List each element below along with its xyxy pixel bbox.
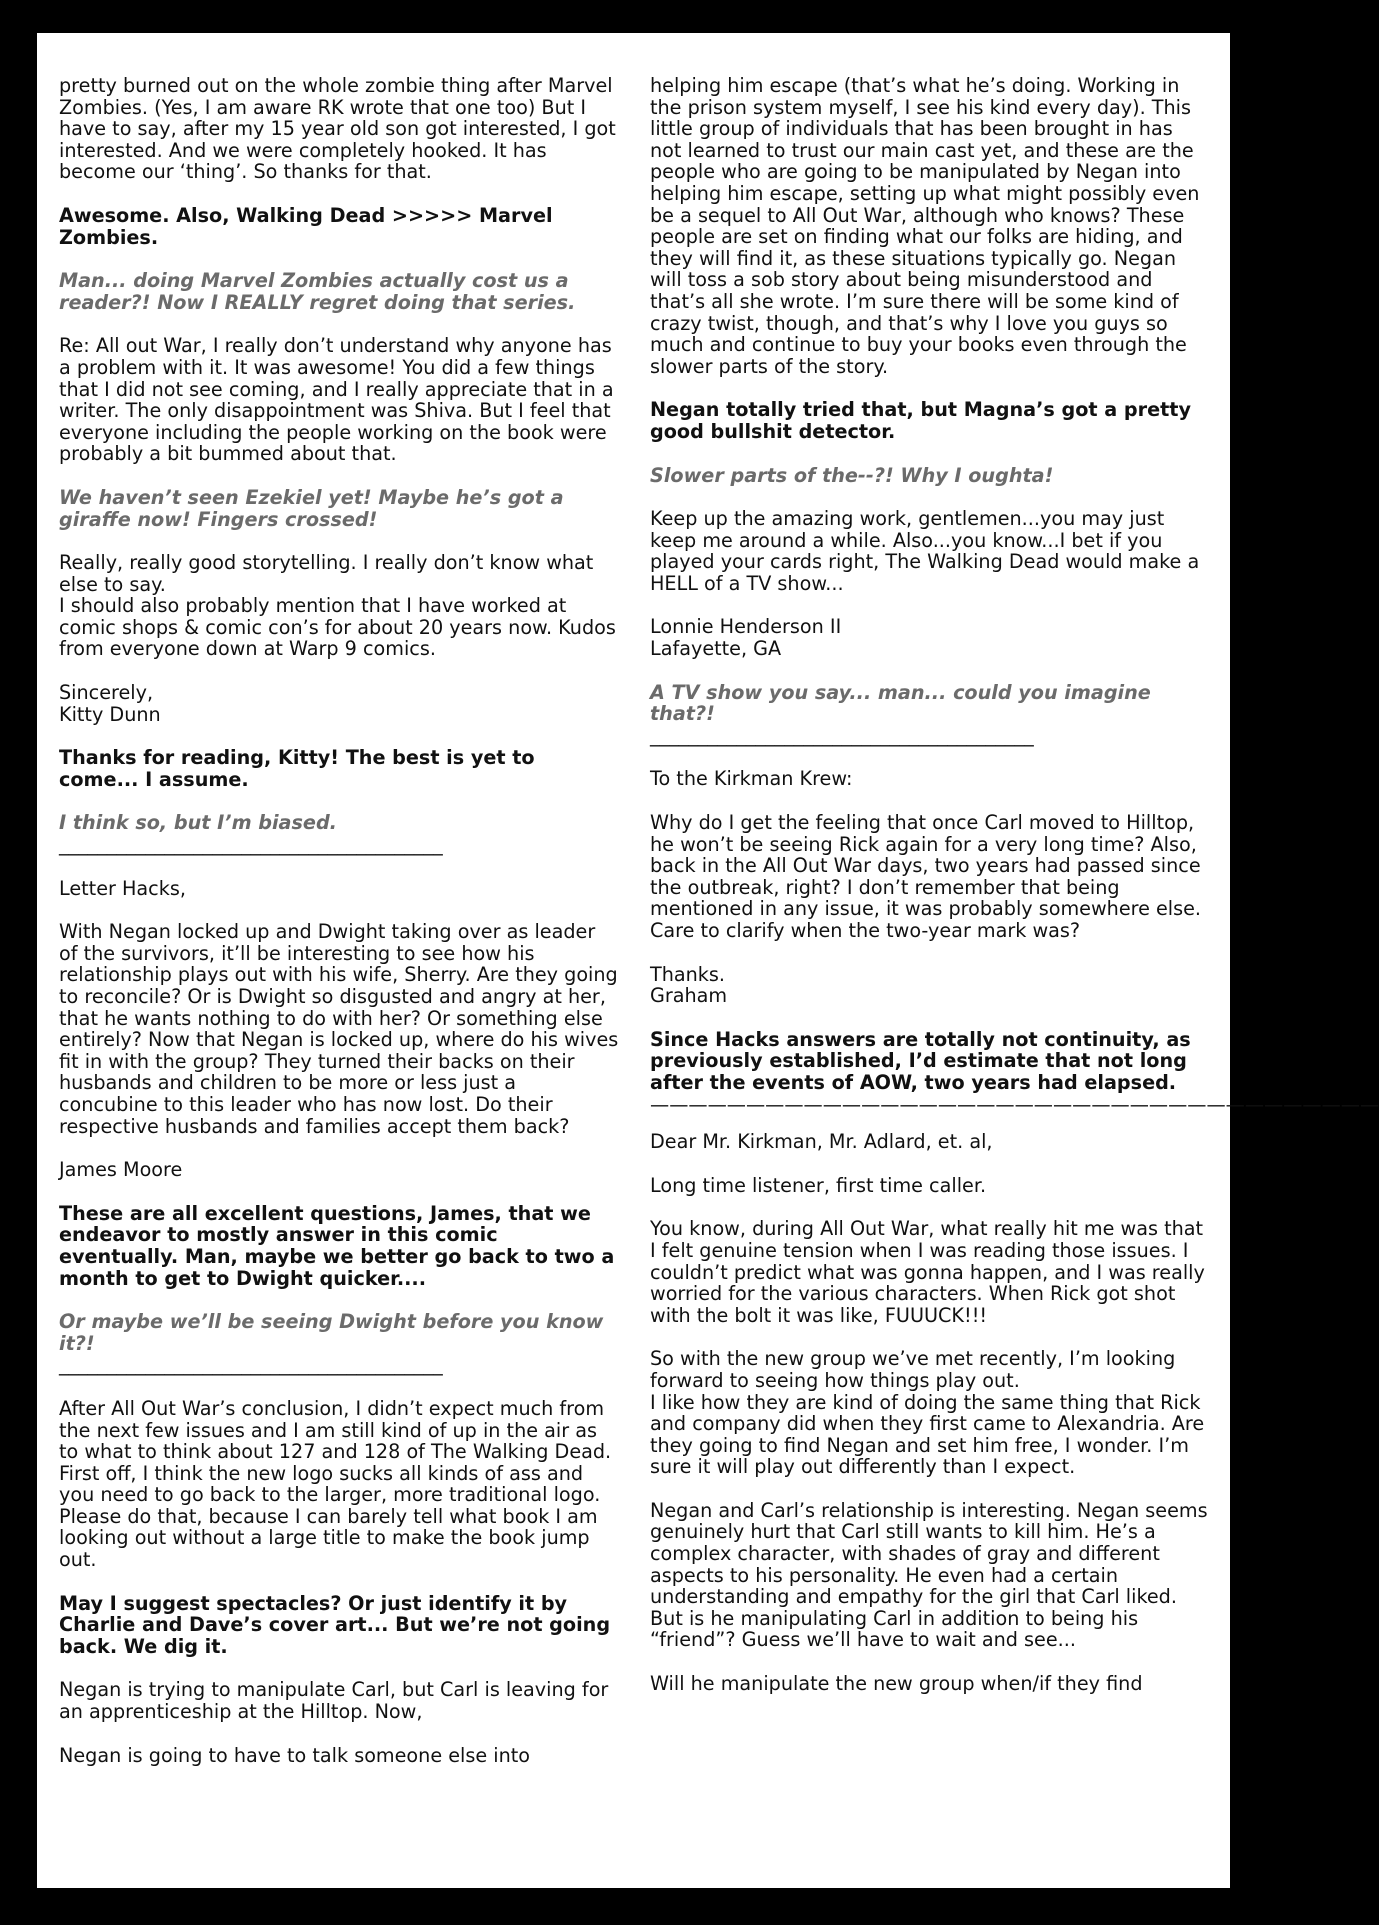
editor-response: May I suggest spectacles? Or just identify it by Charlie and Dave’s cover art... But we’re not going back. We dig it. xyxy=(59,1591,611,1658)
letter-text: Negan is going to have to talk someone else into xyxy=(59,1743,531,1767)
letter-text: So with the new group we’ve met recently, I’m looking forward to seeing how things play out. I like how they are kind of doing the same thing that Rick and company did when they first came to Alexandria. Are they going to find Negan and set him free, I wonder. I’m sure it will play out differently than I expect. xyxy=(650,1347,1205,1479)
editor-response: Thanks for reading, Kitty! The best is yet to come... I assume. xyxy=(59,746,535,791)
editor-response: Negan totally tried that, but Magna’s got a pretty good bullshit detector. xyxy=(650,398,1191,443)
editor-response-italic: A TV show you say... man... could you imagine that?! xyxy=(650,680,1151,726)
letter-text: Negan is trying to manipulate Carl, but Carl is leaving for an apprenticeship at the Hilltop. Now, xyxy=(59,1678,609,1724)
letters-page xyxy=(37,33,1379,1888)
letter-signature: Sincerely, Kitty Dunn xyxy=(59,681,161,726)
right-column xyxy=(650,74,1379,1696)
editor-response: Awesome. Also, Walking Dead >>>>> Marvel Zombies. xyxy=(59,203,553,249)
letter-salutation: Letter Hacks, xyxy=(59,876,186,900)
letter-text: After All Out War’s conclusion, I didn’t expect much from the next few issues and I am still kind of up in the air as to what to think about 127 and 128 of The Walking Dead. First off, I think the new logo sucks all kinds of ass and you need to go back to the larger, more traditional logo. Please do that, because I can barely tell what book I am looking out without a large title to make the book jump out. xyxy=(59,1396,612,1572)
section-divider: ________________________________________ xyxy=(59,1353,443,1377)
editor-response-italic: Slower parts of the--?! Why I oughta! xyxy=(650,463,1054,487)
left-column xyxy=(59,75,619,1766)
letter-text: Really, really good storytelling. I really don’t know what else to say. I should also probably mention that I have worked at comic shops & comic con’s for about 20 years now. Kudos from everyone down at Warp 9 comics. xyxy=(59,551,616,661)
editor-response-italic: Or maybe we’ll be seeing Dwight before you know it?! xyxy=(59,1310,604,1355)
letter-text: helping him escape (that’s what he’s doing. Working in the prison system myself, I see his kind every day). This little group of individuals that has been brought in has not learned to trust our main cast yet, and these are the people who are going to be manipulated by Negan into helping him escape, setting up what might possibly even be a sequel to All Out War, although who knows? These people are set on finding what our folks are hiding, and they will find it, as these situations typically go. Negan will toss a sob story about being misunderstood and that’s all she wrote. I’m sure there will be some kind of crazy twist, though, and that’s why I love you guys so much and continue to buy your books even through the slower parts of the story. xyxy=(650,74,1200,378)
letter-text: Will he manipulate the new group when/if they find xyxy=(650,1672,1143,1696)
letter-text: You know, during All Out War, what really hit me was that I felt genuine tension when I was reading those issues. I couldn’t predict what was gonna happen, and I was really worried for the various characters. When Rick got shot with the bolt it was like, FUUUCK!!! xyxy=(650,1217,1205,1327)
letter-signature: Thanks. Graham xyxy=(650,962,728,1008)
section-divider: ________________________________________ xyxy=(59,833,443,857)
letter-text: Long time listener, first time caller. xyxy=(650,1173,987,1197)
letter-salutation: To the Kirkman Krew: xyxy=(650,767,853,791)
section-divider: —————————————————————————————————————— xyxy=(650,1092,1379,1116)
letter-signature: James Moore xyxy=(59,1158,183,1182)
letter-text: Why do I get the feeling that once Carl moved to Hilltop, he won’t be seeing Rick again for a very long time? Also, back in the All Out War days, two years had passed since the outbreak, right? I don’t remember that being mentioned in any issue, it was probably somewhere else. Care to clarify when the two-year mark was? xyxy=(650,811,1202,942)
editor-response: These are all excellent questions, James, that we endeavor to mostly answer in this comic eventually. Man, maybe we better go back to two a month to get to Dwight quicker.... xyxy=(59,1201,615,1290)
letter-text: Keep up the amazing work, gentlemen...you may just keep me around a while. Also...you know...I bet if you played your cards right, The Walking Dead would make a HELL of a TV show... xyxy=(650,507,1200,595)
editor-response-italic: Man... doing Marvel Zombies actually cost us a reader?! Now I REALLY regret doing that series. xyxy=(59,269,576,314)
letter-salutation: Dear Mr. Kirkman, Mr. Adlard, et. al, xyxy=(650,1130,993,1154)
letter-text: With Negan locked up and Dwight taking over as leader of the survivors, it’ll be interesting to see how his relationship plays out with his wife, Sherry. Are they going to reconcile? Or is Dwight so disgusted and angry at her, that he wants nothing to do with her? Or something else entirely? Now that Negan is locked up, where do his wives fit in with the group? They turned their backs on their husbands and children to be more or less just a concubine to this leader who has now lost. Do their respective husbands and families accept them back? xyxy=(59,920,619,1138)
letter-signature: Lonnie Henderson II Lafayette, GA xyxy=(650,615,842,661)
section-divider: ________________________________________ xyxy=(650,723,1034,747)
letter-text: Re: All out War, I really don’t understand why anyone has a problem with it. It was awesome! You did a few things that I did not see coming, and I really appreciate that in a writer. The only disappointment was Shiva. But I feel that everyone including the people working on the book were probably a bit bummed about that. xyxy=(59,334,614,466)
editor-response-italic: I think so, but I’m biased. xyxy=(59,811,337,835)
editor-response: Since Hacks answers are totally not continuity, as previously established, I’d estimate that not long after the events of AOW, two years had elapsed. xyxy=(650,1027,1191,1094)
letter-text: Negan and Carl’s relationship is interesting. Negan seems genuinely hurt that Carl still wants to kill him. He’s a complex character, with shades of gray and different aspects to his personality. He even had a certain understanding and empathy for the girl that Carl liked. But is he manipulating Carl in addition to being his “friend”? Guess we’ll have to wait and see... xyxy=(650,1498,1208,1652)
letter-text: pretty burned out on the whole zombie thing after Marvel Zombies. (Yes, I am aware RK wrote that one too) But I have to say, after my 15 year old son got interested, I got interested. And we were completely hooked. It has become our ‘thing’. So thanks for that. xyxy=(59,74,616,184)
editor-response-italic: We haven’t seen Ezekiel yet! Maybe he’s got a giraffe now! Fingers crossed! xyxy=(59,485,564,531)
